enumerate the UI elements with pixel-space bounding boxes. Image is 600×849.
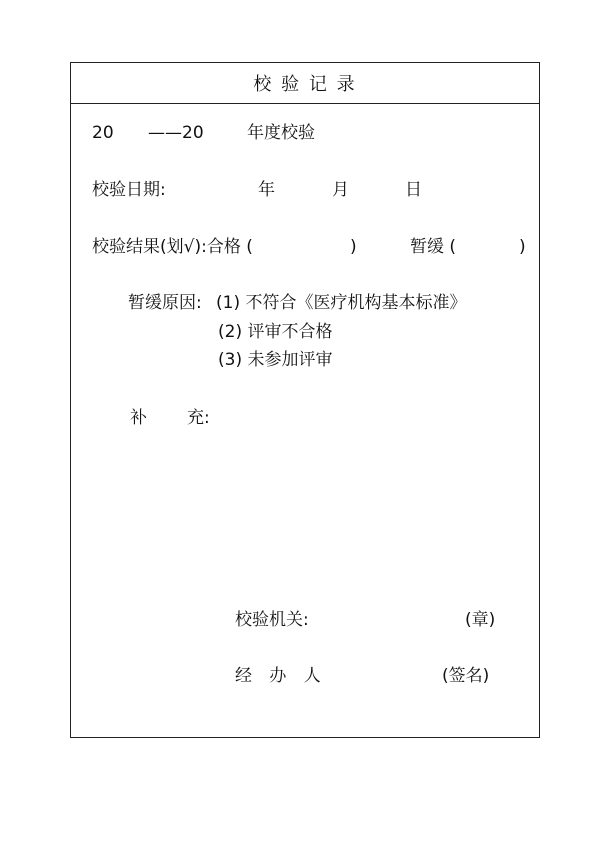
defer-option-label: 暂缓 ( xyxy=(410,237,457,257)
verification-date-label: 校验日期: xyxy=(92,180,166,200)
supplement-label-second: 充: xyxy=(187,408,210,428)
supplement-label-first: 补 xyxy=(130,408,147,428)
defer-reason-label: 暂缓原因: xyxy=(128,293,202,313)
title-divider xyxy=(70,103,540,104)
handler-label: 经 办 人 xyxy=(235,666,327,686)
defer-reason-item: (3) 未参加评审 xyxy=(218,350,333,370)
defer-close-paren: ) xyxy=(519,237,526,257)
authority-label: 校验机关: xyxy=(235,610,309,630)
date-month-label: 月 xyxy=(332,180,349,200)
record-title: 校 验 记 录 xyxy=(253,74,357,95)
date-year-label: 年 xyxy=(258,180,275,200)
seal-label: (章) xyxy=(465,610,496,630)
signature-label: (签名) xyxy=(442,666,490,686)
year-prefix: 20 xyxy=(92,123,114,143)
date-day-label: 日 xyxy=(405,180,422,200)
defer-reason-item: (1) 不符合《医疗机构基本标准》 xyxy=(216,293,467,313)
defer-reason-item: (2) 评审不合格 xyxy=(218,322,333,342)
year-verification-label: 年度校验 xyxy=(247,123,315,143)
record-frame xyxy=(70,62,540,738)
year-dash-suffix: ——20 xyxy=(148,123,204,143)
pass-close-paren: ) xyxy=(350,237,357,257)
verification-result-label: 校验结果(划√):合格 ( xyxy=(92,237,253,257)
